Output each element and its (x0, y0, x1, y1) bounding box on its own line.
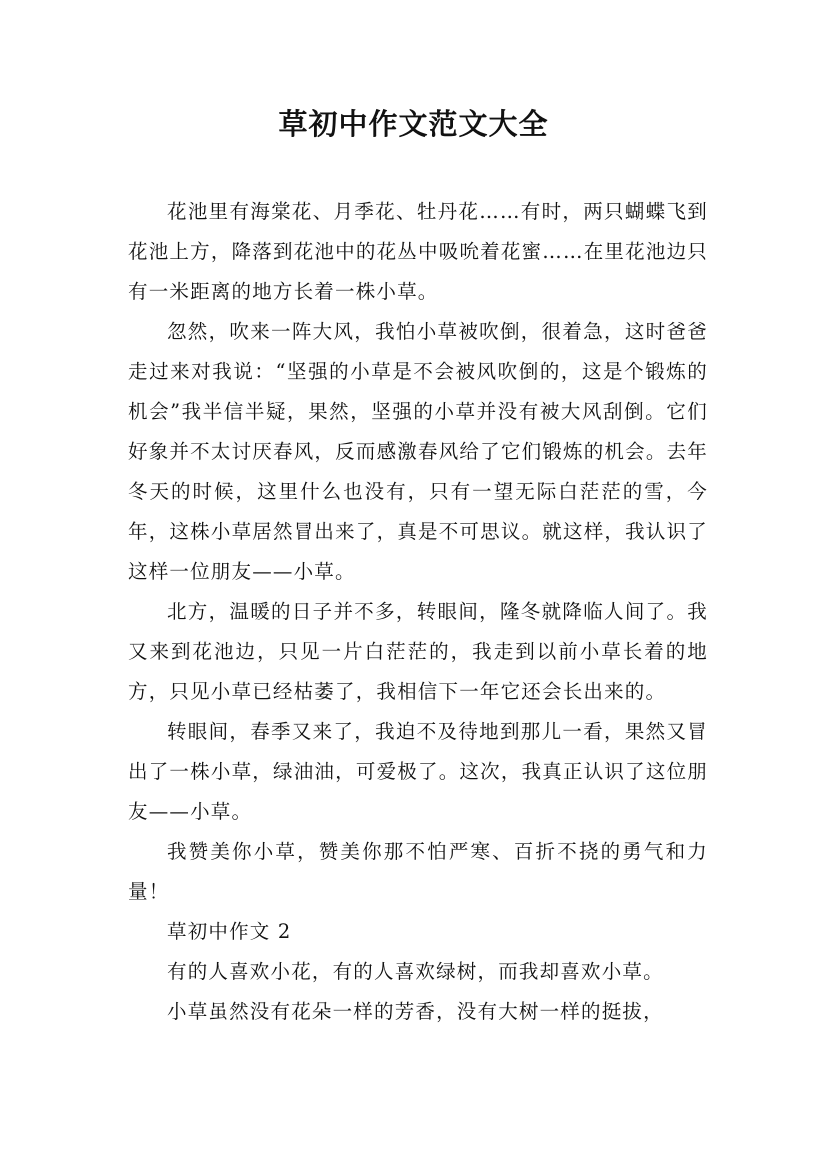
paragraph: 转眼间，春季又来了，我迫不及待地到那儿一看，果然又冒出了一株小草，绿油油，可爱极了。这次，我真正认识了这位朋友——小草。 (128, 720, 708, 823)
paragraph: 有的人喜欢小花，有的人喜欢绿树，而我却喜欢小草。 (167, 960, 664, 983)
paragraph: 花池里有海棠花、月季花、牡丹花……有时，两只蝴蝶飞到花池上方，降落到花池中的花丛中吸吮着花蜜……在里花池边只有一米距离的地方长着一株小草。 (128, 200, 708, 303)
section-heading: 草初中作文 2 (167, 920, 292, 943)
document-body (128, 192, 708, 1032)
paragraph: 小草虽然没有花朵一样的芳香，没有大树一样的挺拔， (167, 1000, 664, 1023)
paragraph: 北方，温暖的日子并不多，转眼间，隆冬就降临人间了。我又来到花池边，只见一片白茫茫的，我走到以前小草长着的地方，只见小草已经枯萎了，我相信下一年它还会长出来的。 (128, 600, 708, 703)
paragraph: 我赞美你小草，赞美你那不怕严寒、百折不挠的勇气和力量！ (128, 840, 708, 903)
document-title: 草初中作文范文大全 (278, 107, 549, 141)
paragraph: 忽然，吹来一阵大风，我怕小草被吹倒，很着急，这时爸爸走过来对我说：“坚强的小草是不会被风吹倒的，这是个锻炼的机会”我半信半疑，果然，坚强的小草并没有被大风刮倒。它们好象并不太讨厌春风，反而感激春风给了它们锻炼的机会。去年冬天的时候，这里什么也没有，只有一望无际白茫茫的雪，今年，这株小草居然冒出来了，真是不可思议。就这样，我认识了这样一位朋友——小草。 (128, 320, 708, 583)
